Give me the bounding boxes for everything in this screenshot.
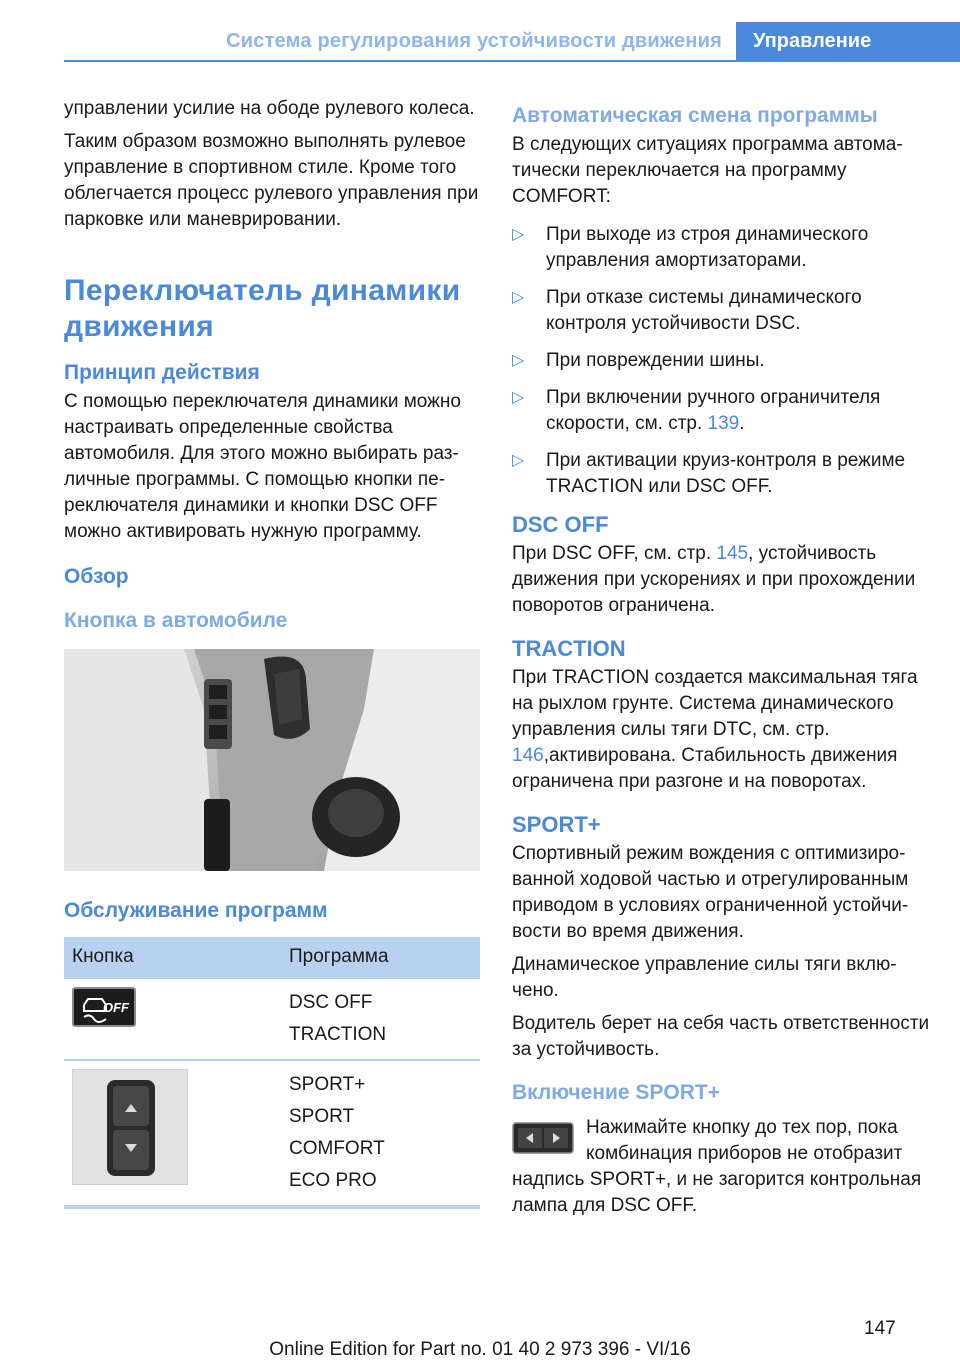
- right-column: [512, 102, 932, 1226]
- principle-text: С помощью переключателя динамики можно настраивать определенные свойства автомобиля. Для этого можно выбирать различные программы. С помощью кнопки переключателя динамики и кнопки DSC OFF можно активировать нужную программу.: [64, 391, 461, 542]
- list-item: ▷ При активации круиз-контроля в режиме TRACTION или DSC OFF.: [512, 450, 906, 497]
- auto-change-text: В следующих ситуациях программа автоматически переключается на программу COMFORT:: [512, 134, 903, 207]
- bullet-marker: ▷: [512, 289, 525, 306]
- program-table: [64, 937, 480, 1209]
- page-link[interactable]: 145: [716, 543, 749, 564]
- page-link[interactable]: 146: [512, 745, 544, 766]
- chapter-heading: Переключатель динамики движения: [64, 274, 461, 343]
- bullet-marker: ▷: [512, 226, 525, 243]
- drive-switch-icon: [72, 1069, 188, 1185]
- list-item: ▷ При отказе системы динамического контроля устойчивости DSC.: [512, 287, 862, 334]
- program-name: DSC OFF: [289, 992, 373, 1013]
- table-header: [64, 937, 480, 977]
- program-name: TRACTION: [289, 1024, 387, 1045]
- table-cell-programs: [282, 1061, 480, 1205]
- table-cell-button: [64, 1061, 282, 1205]
- chapter-tab: Управление: [736, 22, 960, 62]
- program-name: SPORT: [289, 1106, 355, 1127]
- page-header: [0, 0, 960, 62]
- drive-switch-small-icon: [512, 1121, 574, 1155]
- button-in-car-heading: Кнопка в автомобиле: [64, 609, 288, 632]
- program-name: SPORT+: [289, 1074, 366, 1095]
- service-heading: Обслуживание программ: [64, 899, 328, 922]
- table-row: [64, 1059, 480, 1205]
- list-item: ▷ При включении ручного ограничителя скорости, см. стр. 139.: [512, 387, 881, 434]
- left-column: [64, 96, 482, 1209]
- paragraph: Таким образом возможно выполнять рулевое управление в спортивном стиле. Кроме того облегчается процесс рулевого управления при парковке или маневрировании.: [64, 131, 479, 230]
- principle-heading: Принцип действия: [64, 361, 260, 384]
- dsc-off-text: При DSC OFF, см. стр. 145, устойчивость движения при ускорениях и при прохождении поворотов ограничена.: [512, 543, 916, 616]
- dsc-off-heading: DSC OFF: [512, 512, 609, 537]
- edition-note: Online Edition for Part no. 01 40 2 973 396 - VI/16: [269, 1339, 691, 1360]
- traction-text: При TRACTION создается максимальная тяга на рыхлом грунте. Система динамического управления силы тяги DTC, см. стр. 146,активирована. Стабильность движения ограничена при разгоне и на поворотах.: [512, 667, 918, 792]
- sport-plus-text: Спортивный режим вождения с оптимизированной ходовой частью и отрегулированным приводом в условиях ограниченной устойчивости во время движения.: [512, 843, 909, 942]
- column-header-button: Кнопка: [72, 946, 134, 967]
- center-console-photo: [64, 649, 480, 871]
- list-item: ▷ При повреждении шины.: [512, 348, 932, 374]
- table-cell-button: [64, 979, 282, 1059]
- overview-heading: Обзор: [64, 565, 129, 588]
- table-cell-programs: [282, 979, 480, 1059]
- page-link[interactable]: 139: [707, 413, 740, 434]
- table-row: [64, 977, 480, 1059]
- traction-heading: TRACTION: [512, 636, 626, 661]
- off-label: OFF: [103, 1000, 129, 1015]
- bullet-marker: ▷: [512, 389, 525, 406]
- enable-sport-plus-block: [512, 1115, 932, 1219]
- dsc-off-button-icon: [72, 987, 136, 1027]
- auto-change-list: [512, 222, 932, 500]
- enable-sport-plus-heading: Включение SPORT+: [512, 1081, 720, 1104]
- page-number: 147: [864, 1318, 896, 1339]
- bullet-marker: ▷: [512, 352, 525, 369]
- sport-plus-text: Водитель берет на себя часть ответственности за устойчивость.: [512, 1013, 930, 1060]
- console-illustration: [64, 649, 480, 871]
- auto-change-heading: Автоматическая смена программы: [512, 104, 878, 127]
- program-name: COMFORT: [289, 1138, 385, 1159]
- enable-sport-plus-text: Нажимайте кнопку до тех пор, пока комбинация приборов не отобразит надпись SPORT+, и не загорится контрольная лампа для DSC OFF.: [512, 1117, 922, 1216]
- paragraph: управлении усилие на ободе рулевого колеса.: [64, 98, 475, 119]
- bullet-marker: ▷: [512, 452, 525, 469]
- list-item: ▷ При выходе из строя динамического управления амортизаторами.: [512, 224, 869, 271]
- column-header-program: Программа: [289, 946, 389, 967]
- sport-plus-heading: SPORT+: [512, 812, 601, 837]
- section-title: Система регулирования устойчивости движения: [226, 30, 722, 52]
- sport-plus-text: Динамическое управление силы тяги включено.: [512, 954, 897, 1001]
- program-name: ECO PRO: [289, 1170, 377, 1191]
